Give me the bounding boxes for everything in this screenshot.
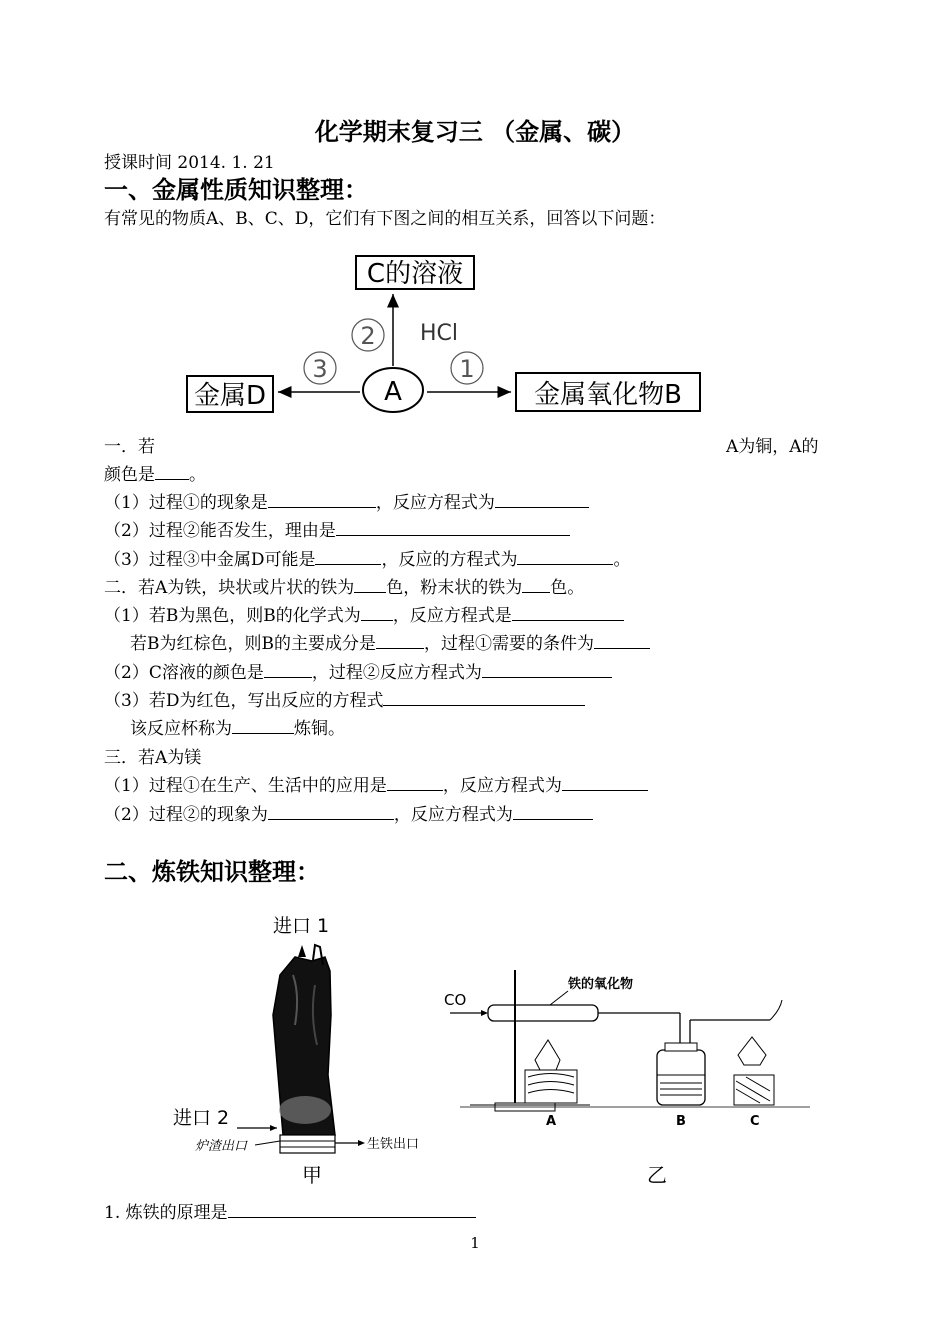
part1-a-copper: A为铜，A的 [726,437,819,457]
part2-q1b: 若B为红棕色，则B的主要成分是 ，过程①需要的条件为 [130,629,650,654]
part2-q2: （2）C溶液的颜色是 ，过程②反应方程式为 [104,658,612,683]
blank-color[interactable] [155,461,189,480]
blank-block-iron-color[interactable] [354,574,386,593]
section1-heading: 一、金属性质知识整理： [104,176,368,204]
caption-jia: 甲 [302,1163,322,1187]
blank-b-main-component[interactable] [376,630,424,649]
blank-condition[interactable] [594,630,650,649]
page-number: 1 [470,1234,480,1252]
blank-q2-reason[interactable] [336,517,570,536]
label-1: 1 [459,355,475,383]
blank-mg-equation[interactable] [562,772,648,791]
section2-q1: 1. 炼铁的原理是 [104,1198,476,1223]
blank-c-color[interactable] [264,659,312,678]
blank-smelting-principle[interactable] [228,1199,476,1218]
blank-q2-equation[interactable] [482,659,612,678]
part2-l1: 二．若A为铁，块状或片状的铁为 色，粉末状的铁为 色。 [104,573,584,598]
blank-q3-equation[interactable] [517,546,613,565]
inlet2-label: 进口 2 [173,1107,230,1129]
label-a: A [546,1114,557,1129]
part3-q1: （1）过程①在生产、生活中的应用是 ，反应方程式为 [104,771,648,796]
node-d-label: 金属D [193,381,267,411]
section1-intro: 有常见的物质A、B、C、D，它们有下图之间的相互关系，回答以下问题： [104,209,666,229]
label-b: B [676,1114,686,1129]
label-3: 3 [312,355,328,383]
oxide-label: 铁的氧化物 [568,977,634,992]
part2-q1: （1）若B为黑色，则B的化学式为 ，反应方程式是 [104,601,624,626]
blank-b-formula[interactable] [361,602,393,621]
blank-q3-equation2[interactable] [383,687,585,706]
blank-mg-equation2[interactable] [513,801,593,820]
blank-copper-method[interactable] [232,715,294,734]
caption-yi: 乙 [647,1163,667,1187]
relation-diagram [180,240,720,420]
node-a-label: A [384,377,402,407]
part1-q2: （2）过程②能否发生，理由是 [104,516,570,541]
blank-q1-equation[interactable] [495,489,589,508]
section2-heading: 二、炼铁知识整理： [104,858,320,886]
page-title: 化学期末复习三 （金属、碳） [314,118,636,146]
co-label: CO [444,991,467,1009]
slag-outlet-label: 炉渣出口 [195,1139,248,1154]
label-hcl: HCl [420,321,459,346]
label-c: C [750,1114,760,1129]
node-b-label: 金属氧化物B [534,380,682,410]
part3-q2: （2）过程②的现象为 ，反应方程式为 [104,800,593,825]
date-line: 授课时间 2014. 1. 21 [104,153,275,173]
part1-color-line: 颜色是 。 [104,460,206,485]
part2-q3: （3）若D为红色，写出反应的方程式 [104,686,585,711]
figure-blast-furnace [165,905,445,1195]
part1-q1: （1）过程①的现象是 ，反应方程式为 [104,488,589,513]
label-2: 2 [360,322,376,350]
figure-reduction-apparatus [440,965,820,1190]
blank-powder-iron-color[interactable] [522,574,550,593]
part1-if: 一．若 [104,437,155,457]
part3-l1: 三．若A为镁 [104,748,202,768]
blank-q1-equation2[interactable] [512,602,624,621]
blank-q1-phenomenon[interactable] [268,489,376,508]
blank-q3-metal[interactable] [315,546,381,565]
part2-q3b: 该反应杯称为 炼铜。 [130,714,345,739]
part1-q3: （3）过程③中金属D可能是 ，反应的方程式为 。 [104,545,630,570]
inlet1-label: 进口 1 [273,915,330,937]
pig-iron-outlet-label: 生铁出口 [367,1137,420,1152]
blank-mg-phenomenon[interactable] [268,801,394,820]
blank-mg-application[interactable] [387,772,443,791]
node-c-label: C的溶液 [366,259,464,289]
